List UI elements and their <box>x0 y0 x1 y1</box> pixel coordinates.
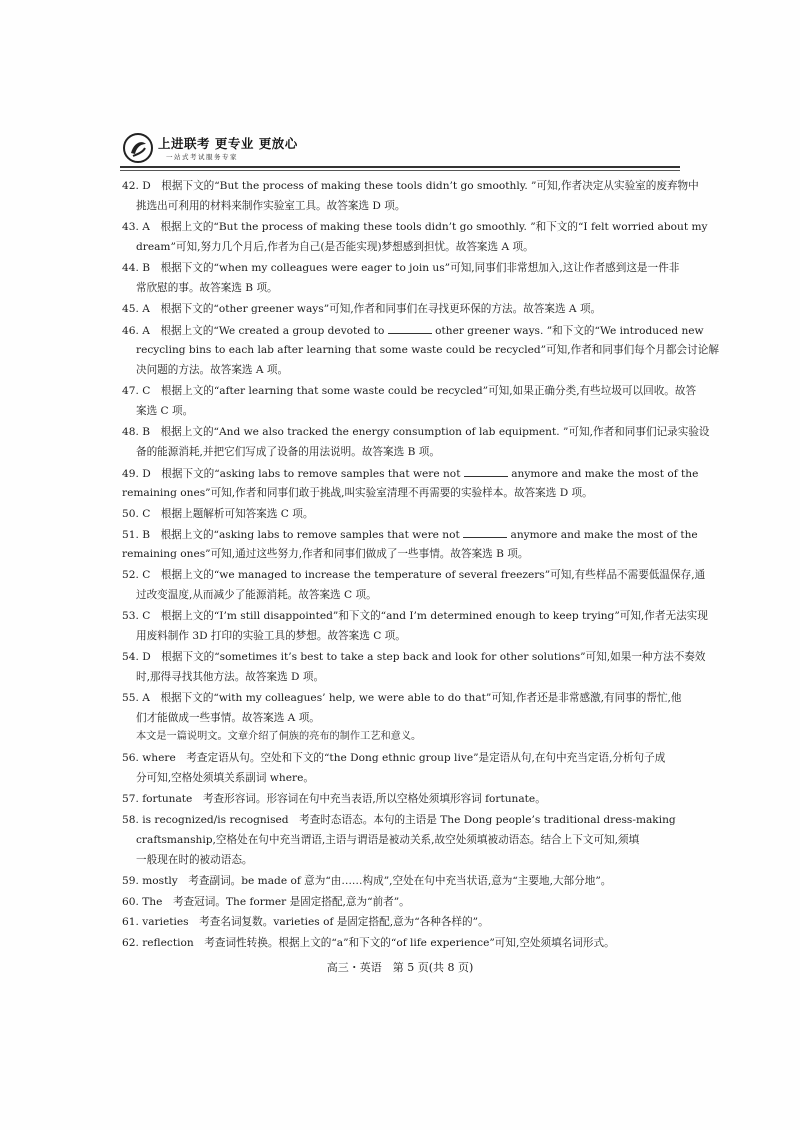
header-divider-thin <box>120 170 680 171</box>
answer-44-line2: 常欣慰的事。故答案选 B 项。 <box>136 282 278 294</box>
answer-46-blank <box>388 323 432 334</box>
answer-49-line2: remaining ones”可知,作者和同事们敢于挑战,叫实验室清理不再需要的实验样本。故答案选 D 项。 <box>122 487 593 499</box>
answer-51-line1-a: 51. B 根据上文的“asking labs to remove samples that were not <box>122 529 460 541</box>
answer-42-line2: 挑选出可利用的材料来制作实验室工具。故答案选 D 项。 <box>136 200 406 212</box>
answer-46-line1-a: 46. A 根据上文的“We created a group devoted to <box>122 325 385 337</box>
answer-49-line1-a: 49. D 根据下文的“asking labs to remove samples that were not <box>122 468 461 480</box>
answer-56-line2: 分可知,空格处须填关系副词 where。 <box>136 772 314 784</box>
answer-52-line1: 52. C 根据上文的“we managed to increase the temperature of several freezers”可知,有些样品不需要低温保存,通 <box>122 569 706 581</box>
answer-50-line1: 50. C 根据上题解析可知答案选 C 项。 <box>122 508 314 520</box>
answer-46-line2: recycling bins to each lab after learning that some waste could be recycled”可知,作者和同事们每个月都会讨论解 <box>136 344 719 356</box>
brand-subtitle: 一站式考试服务专家 <box>166 153 238 161</box>
answer-49-blank <box>464 466 508 477</box>
answer-43-line1: 43. A 根据上文的“But the process of making these tools didn’t go smoothly. ”和下文的“I felt worried about my <box>122 221 708 233</box>
answer-59-line1: 59. mostly 考查副词。be made of 意为“由……构成”,空处在句中充当状语,意为“主要地,大部分地”。 <box>122 875 612 887</box>
answer-45-line1: 45. A 根据下文的“other greener ways”可知,作者和同事们在寻找更环保的方法。故答案选 A 项。 <box>122 303 602 315</box>
brand-title: 上进联考 更专业 更放心 <box>158 136 298 151</box>
answer-46-line1 <box>122 323 704 338</box>
answer-48-line2: 备的能源消耗,并把它们写成了设备的用法说明。故答案选 B 项。 <box>136 446 440 458</box>
answer-46-line3: 决问题的方法。故答案选 A 项。 <box>136 364 289 376</box>
answer-57-line1: 57. fortunate 考查形容词。形容词在句中充当表语,所以空格处须填形容词 fortunate。 <box>122 793 546 805</box>
answer-62-line1: 62. reflection 考查词性转换。根据上文的“a”和下文的“of life experience”可知,空处须填名词形式。 <box>122 937 615 949</box>
answer-58-line3: 一般现在时的被动语态。 <box>136 854 253 866</box>
page-header <box>120 130 680 174</box>
answer-51-line1-b: anymore and make the most of the <box>510 529 698 541</box>
answer-54-line1: 54. D 根据下文的“sometimes it’s best to take a step back and look for other solutions”可知,如果一种方法不奏效 <box>122 651 706 663</box>
answer-60-line1: 60. The 考查冠词。The former 是固定搭配,意为“前者”。 <box>122 896 410 908</box>
answer-47-line1: 47. C 根据上文的“after learning that some waste could be recycled”可知,如果正确分类,有些垃圾可以回收。故答 <box>122 385 697 397</box>
answer-49-line1-b: anymore and make the most of the <box>511 468 699 480</box>
answer-48-line1: 48. B 根据上文的“And we also tracked the energy consumption of lab equipment. ”可知,作者和同事们记录实验设 <box>122 426 710 438</box>
answer-51-line1 <box>122 527 698 542</box>
page-footer: 高三・英语 第 5 页(共 8 页) <box>326 961 474 974</box>
answer-42-line1: 42. D 根据下文的“But the process of making these tools didn’t go smoothly. ”可知,作者决定从实验室的废弃物中 <box>122 180 699 192</box>
answer-61-line1: 61. varieties 考查名词复数。varieties of 是固定搭配,意为“各种各样的”。 <box>122 916 489 928</box>
answer-55-line2: 们才能做成一些事情。故答案选 A 项。 <box>136 712 320 724</box>
answer-54-line2: 时,那得寻找其他方法。故答案选 D 项。 <box>136 671 325 683</box>
brand-logo-icon <box>122 132 154 164</box>
answer-58-line2: craftsmanship,空格处在句中充当谓语,主语与谓语是被动关系,故空处须填被动语态。结合上下文可知,须填 <box>136 834 640 846</box>
header-divider <box>120 166 680 168</box>
answer-43-line2: dream”可知,努力几个月后,作者为自己(是否能实现)梦想感到担忧。故答案选 A 项。 <box>136 241 534 253</box>
answer-53-line2: 用废料制作 3D 打印的实验工具的梦想。故答案选 C 项。 <box>136 630 406 642</box>
answer-52-line2: 过改变温度,从而减少了能源消耗。故答案选 C 项。 <box>136 589 377 601</box>
answer-58-line1: 58. is recognized/is recognised 考查时态语态。本句的主语是 The Dong people’s traditional dress-making <box>122 814 676 826</box>
answer-46-line1-b: other greener ways. ”和下文的“We introduced new <box>435 325 704 337</box>
answer-55-line1: 55. A 根据下文的“with my colleagues’ help, we were able to do that”可知,作者还是非常感激,有同事的帮忙,他 <box>122 692 682 704</box>
answer-53-line1: 53. C 根据上文的“I’m still disappointed”和下文的“and I’m determined enough to keep trying”可知,作者无法实现 <box>122 610 708 622</box>
answer-51-blank <box>463 527 507 538</box>
answer-47-line2: 案选 C 项。 <box>136 405 194 417</box>
passage-intro-note: 本文是一篇说明文。文章介绍了侗族的亮布的制作工艺和意义。 <box>136 731 422 742</box>
answer-51-line2: remaining ones”可知,通过这些努力,作者和同事们做成了一些事情。故答案选 B 项。 <box>122 548 529 560</box>
answer-56-line1: 56. where 考查定语从句。空处和下文的“the Dong ethnic group live”是定语从句,在句中充当定语,分析句子成 <box>122 752 666 764</box>
answer-44-line1: 44. B 根据下文的“when my colleagues were eager to join us”可知,同事们非常想加入,这让作者感到这是一件非 <box>122 262 680 274</box>
answer-49-line1 <box>122 466 698 481</box>
